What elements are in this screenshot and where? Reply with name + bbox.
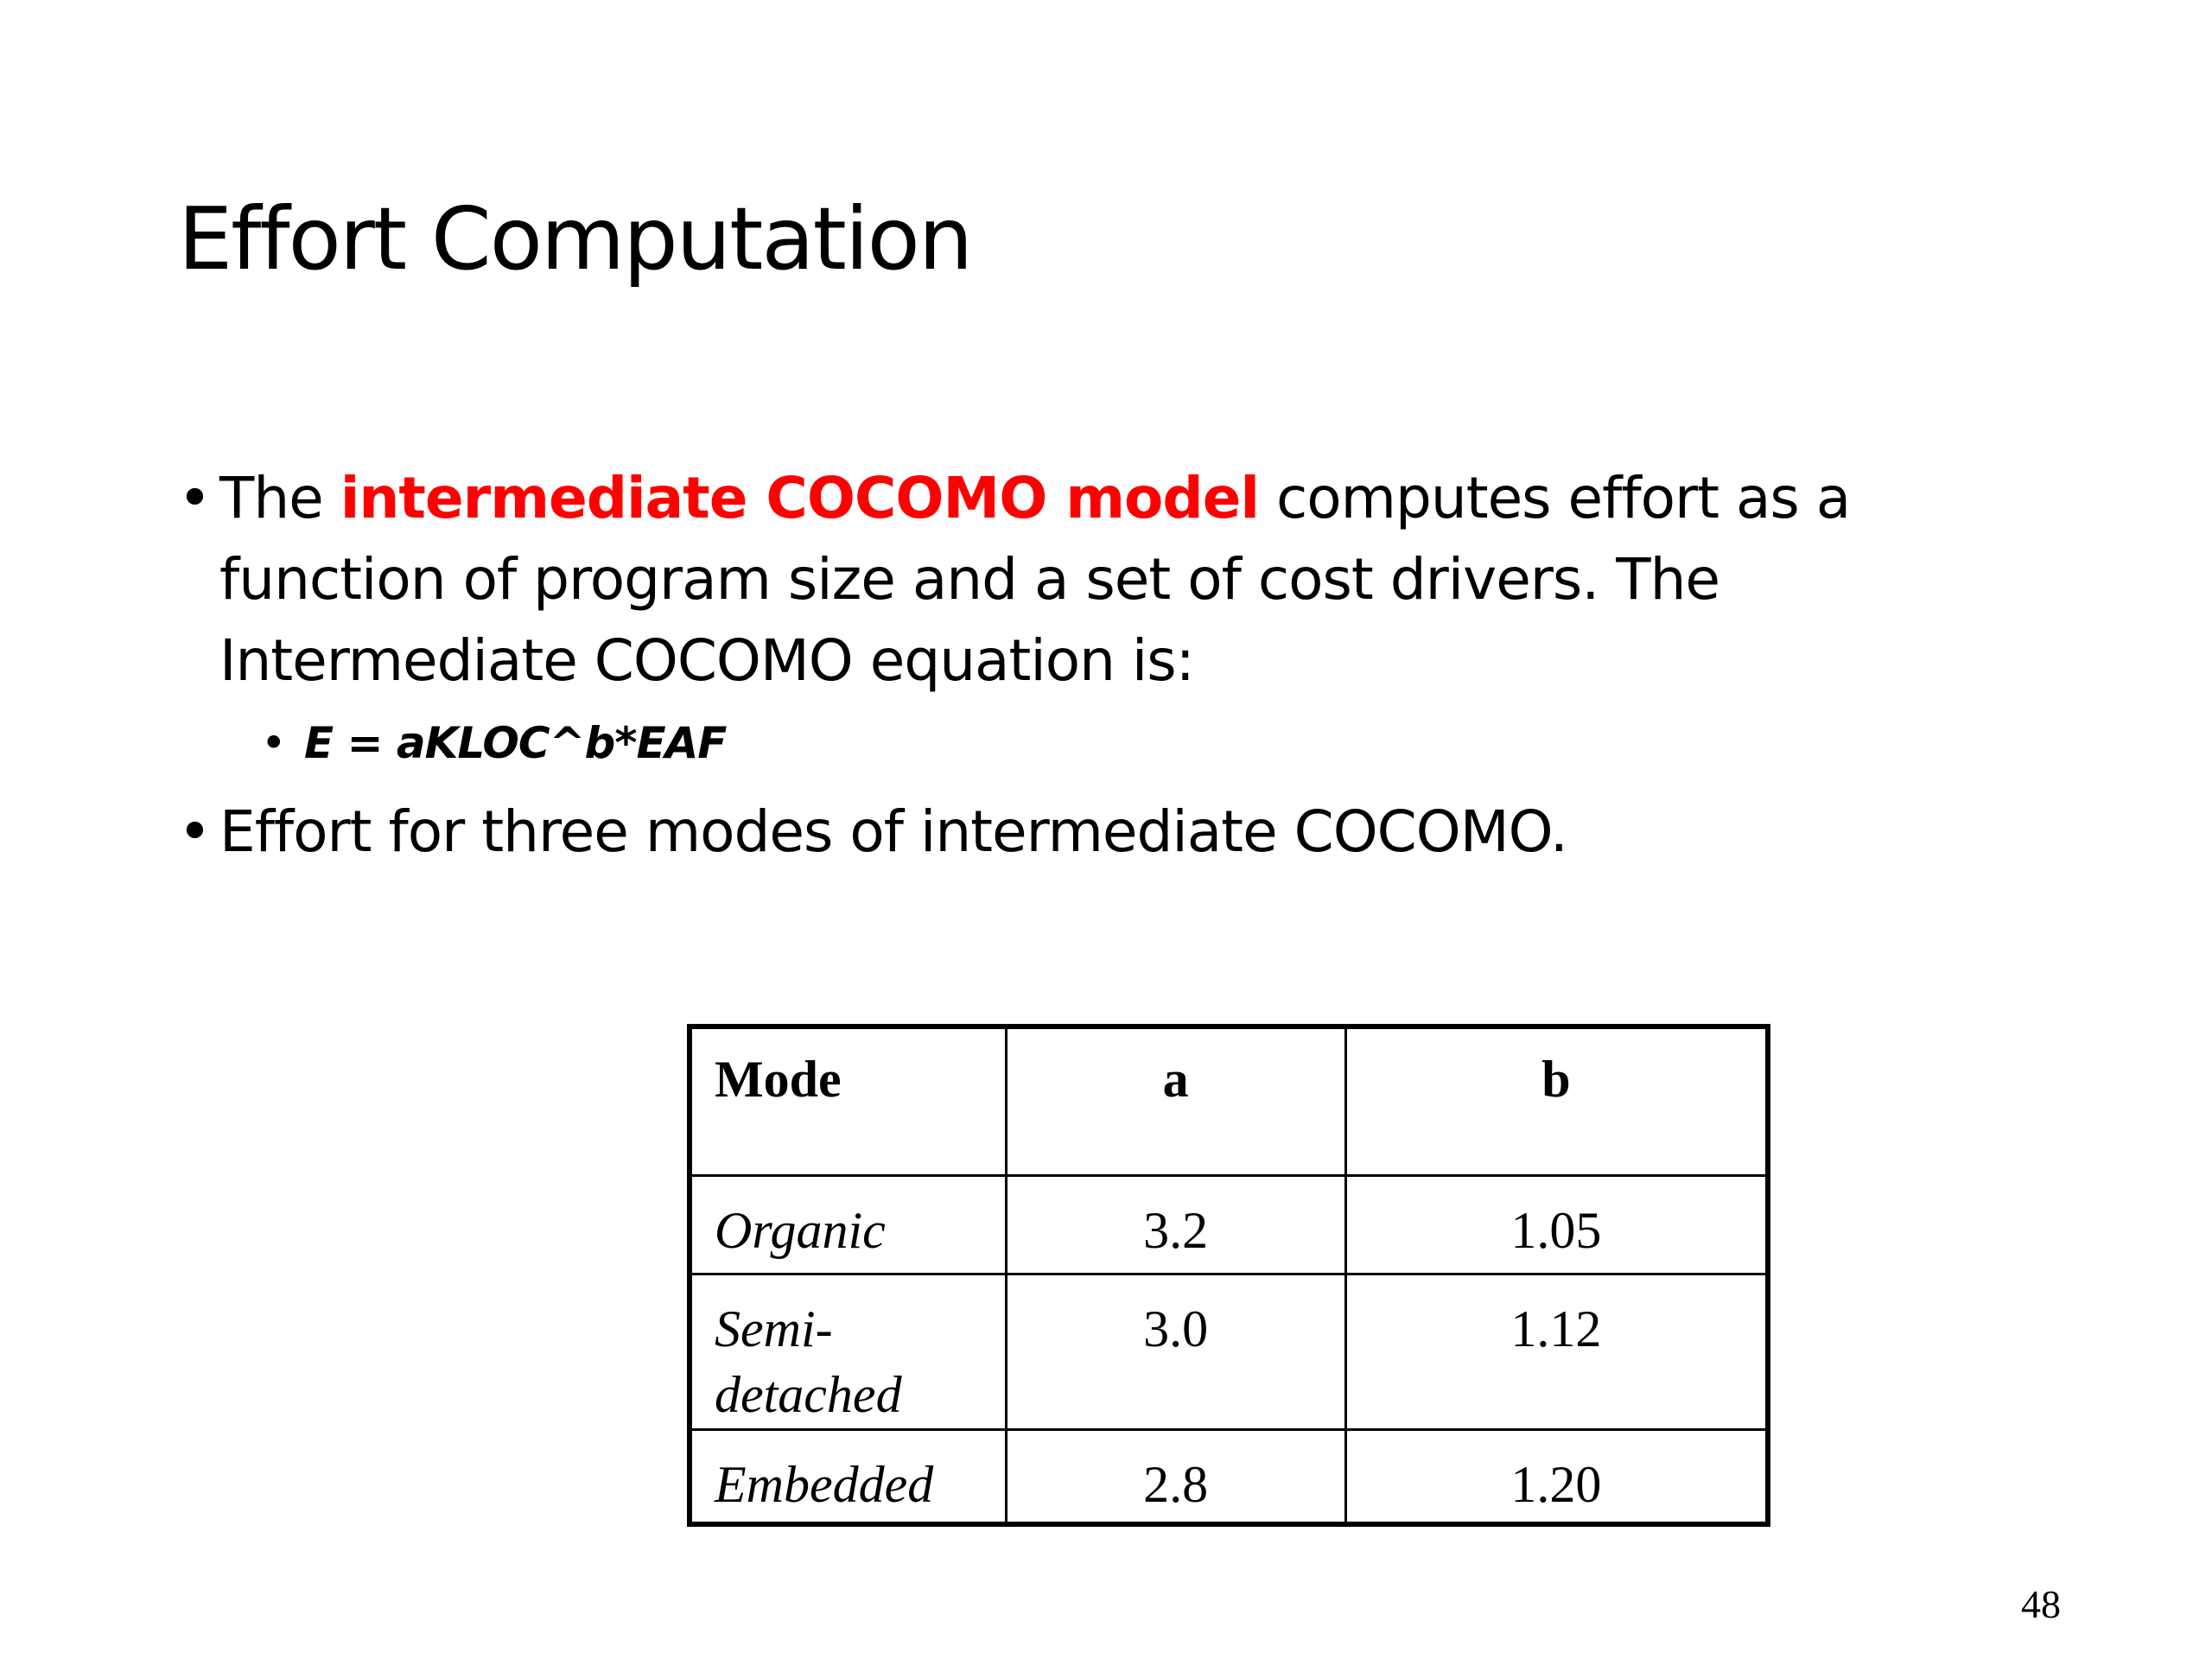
header-mode: Mode [690, 1027, 1006, 1175]
sub-bullet-list [219, 709, 1975, 778]
b-value: 1.12 [1510, 1300, 1602, 1357]
table-row [690, 1175, 1768, 1274]
mode-embedded: Embedded [715, 1455, 934, 1513]
equation-bullet: • E = aKLOC^b*EAF [219, 709, 1975, 778]
bullet-item-effort-modes: • Effort for three modes of intermediate COCOMO. [178, 791, 1975, 873]
mode-semi-detached: Semi-detached [715, 1300, 902, 1423]
a-cell [1006, 1429, 1345, 1524]
mode-cell [690, 1429, 1006, 1524]
mode-organic: Organic [715, 1201, 886, 1259]
header-b: b [1345, 1027, 1768, 1175]
b-cell [1345, 1175, 1768, 1274]
slide-title: Effort Computation [178, 188, 972, 289]
bullet-text-after: computes effort as a function of program size and a set of cost drivers. The Intermediate COCOMO equation is: [219, 465, 1851, 694]
a-value: 2.8 [1143, 1455, 1209, 1513]
mode-cell [690, 1274, 1006, 1429]
bullet-text-before: The [219, 465, 340, 531]
bullet-item-cocomo-model [178, 458, 1975, 778]
page-number: 48 [2021, 1582, 2061, 1626]
table-row [690, 1429, 1768, 1524]
table-row [690, 1274, 1768, 1429]
a-cell [1006, 1175, 1345, 1274]
a-value: 3.0 [1143, 1300, 1209, 1357]
a-cell [1006, 1274, 1345, 1429]
b-cell [1345, 1274, 1768, 1429]
cocomo-coefficients-table [687, 1024, 1770, 1527]
a-value: 3.2 [1143, 1201, 1209, 1259]
mode-cell [690, 1175, 1006, 1274]
b-cell [1345, 1429, 1768, 1524]
header-a: a [1006, 1027, 1345, 1175]
b-value: 1.20 [1510, 1455, 1602, 1513]
bullet-list [178, 458, 1975, 873]
highlighted-term: intermediate COCOMO model [340, 465, 1260, 531]
table-header-row [690, 1027, 1768, 1175]
b-value: 1.05 [1510, 1201, 1602, 1259]
